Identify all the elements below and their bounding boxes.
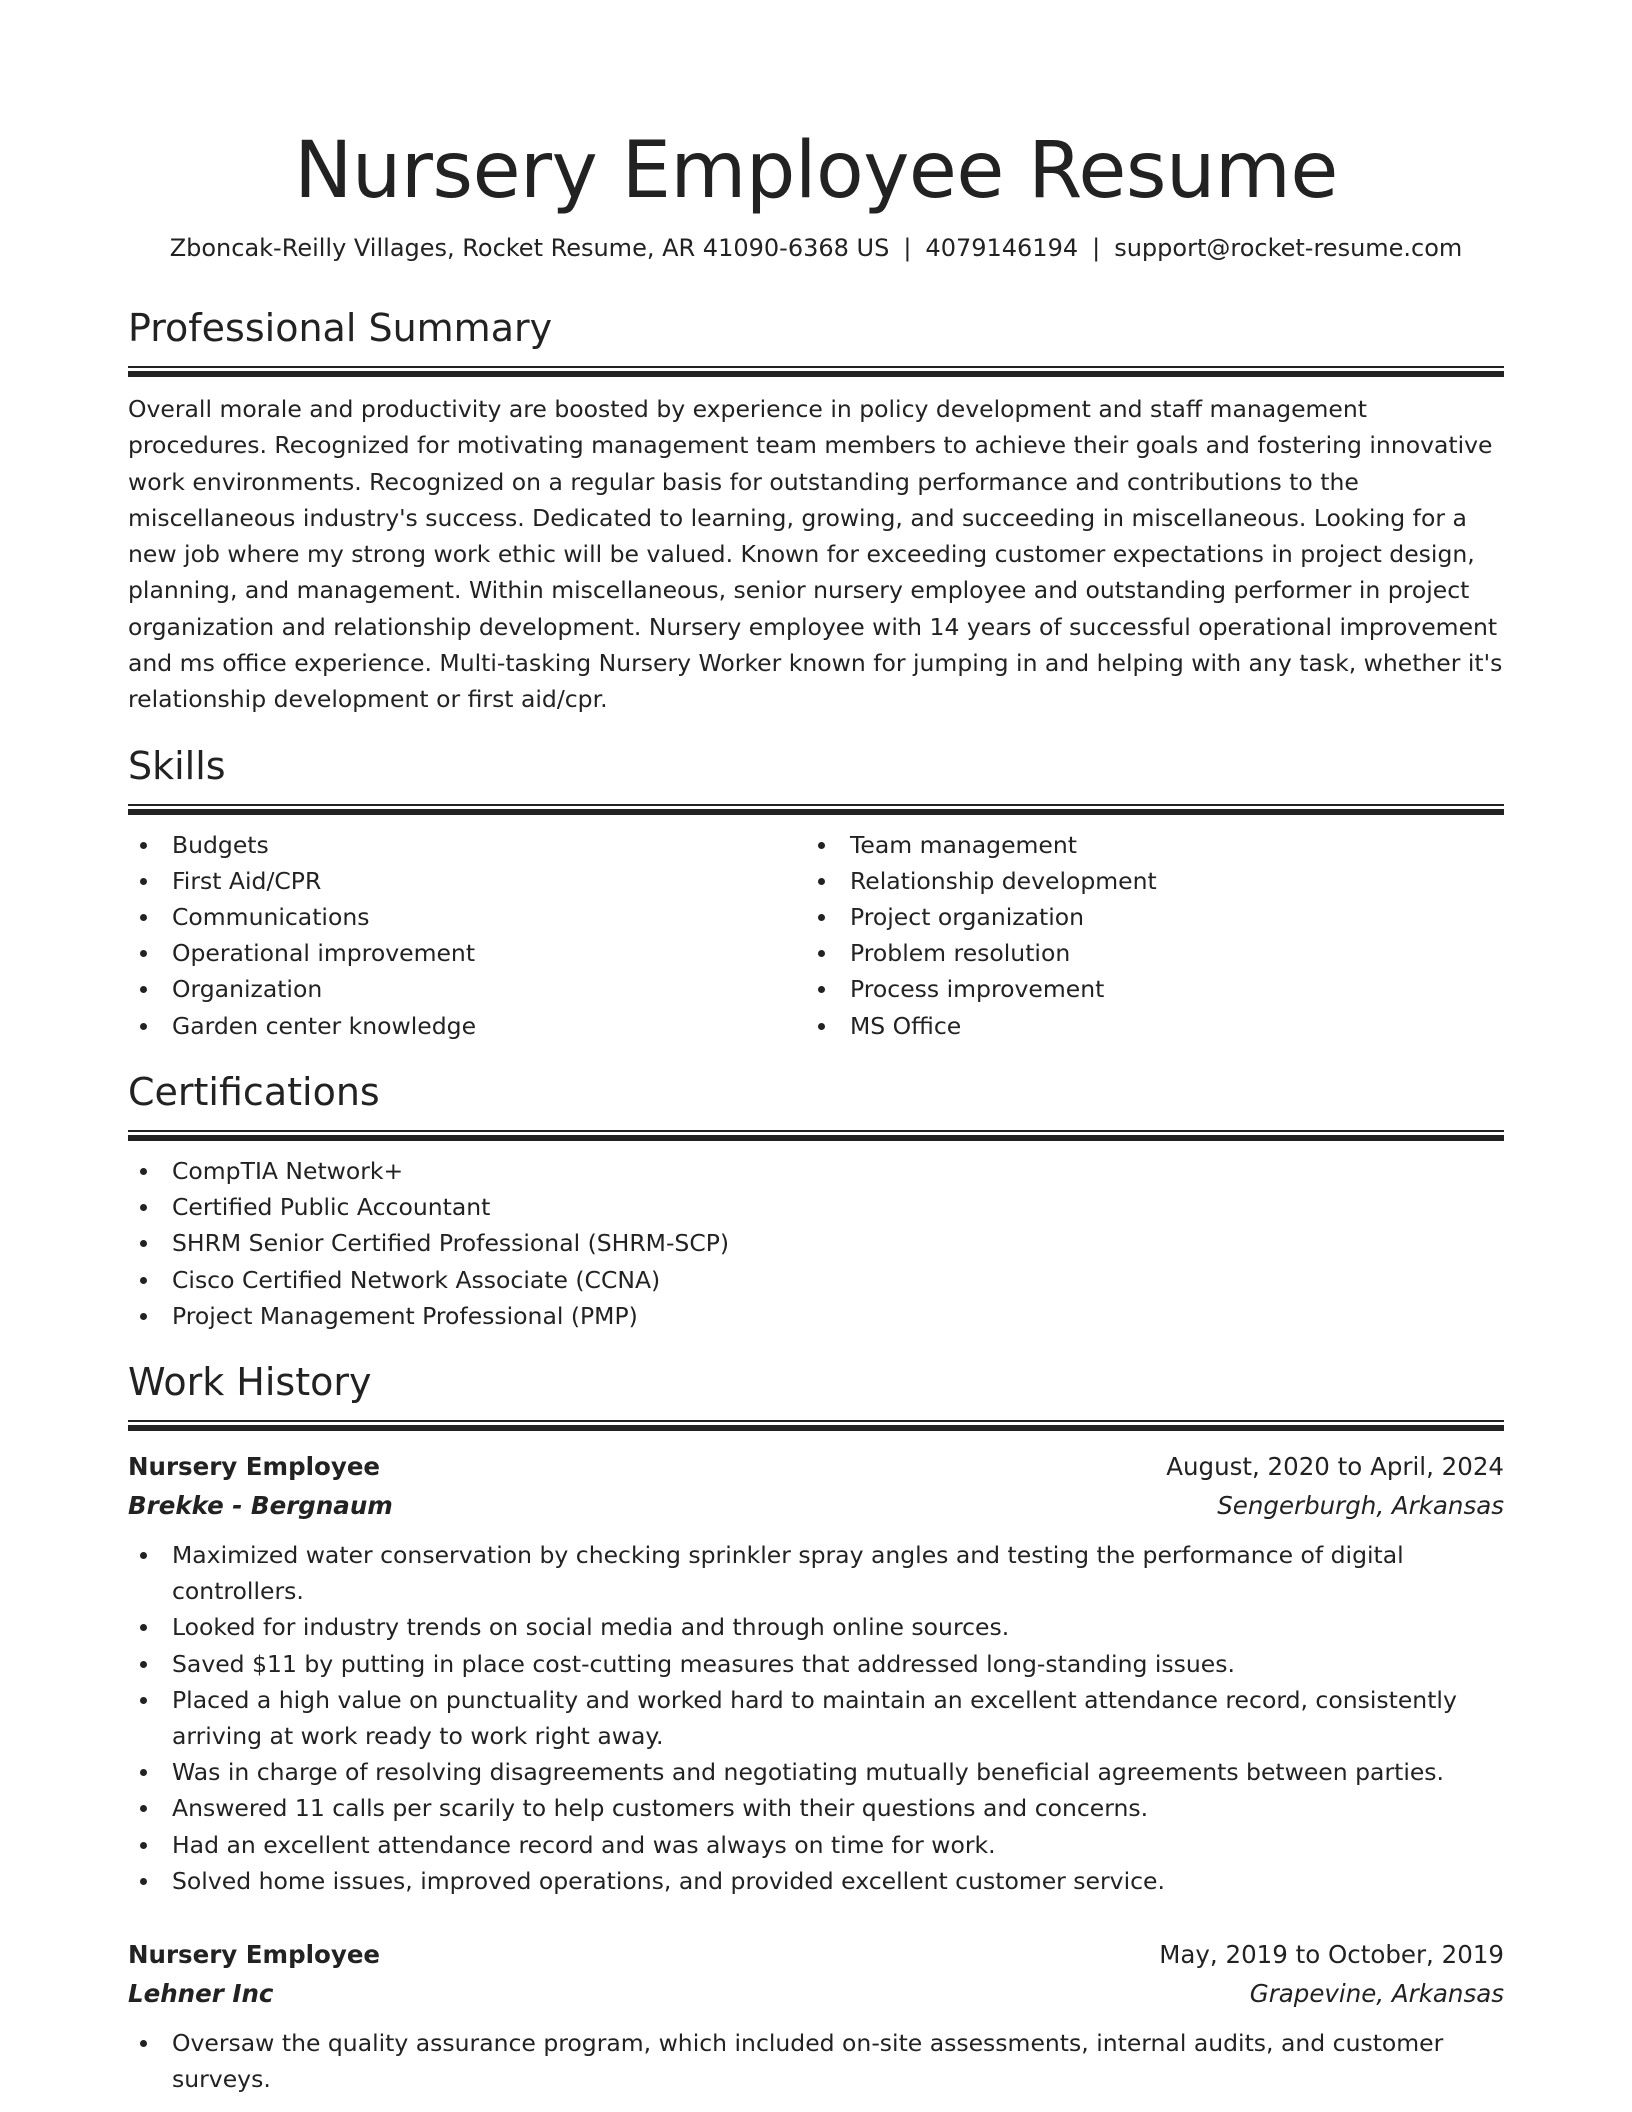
certifications-heading: Certifications: [128, 1069, 380, 1114]
job-company: Lehner Inc: [128, 1978, 274, 2008]
skill-item: Process improvement: [806, 971, 1484, 1007]
skills-grid: [128, 827, 1504, 1044]
skill-item: MS Office: [806, 1008, 1484, 1044]
job-duty-item: Was in charge of resolving disagreements and negotiating mutually beneficial agreements between parties.: [128, 1754, 1504, 1790]
section-divider: [128, 1130, 1504, 1141]
job-title: Nursery Employee: [128, 1451, 381, 1481]
skill-item: Team management: [806, 827, 1484, 863]
section-divider: [128, 1420, 1504, 1431]
certification-item: Project Management Professional (PMP): [128, 1298, 1504, 1334]
contact-address: Zboncak-Reilly Villages, Rocket Resume, AR 41090-6368 US: [169, 234, 890, 262]
job-company: Brekke - Bergnaum: [128, 1490, 393, 1520]
job-duties-list: [128, 2025, 1504, 2097]
certification-item: SHRM Senior Certified Professional (SHRM-SCP): [128, 1225, 1504, 1261]
skill-item: Project organization: [806, 899, 1484, 935]
skill-item: Problem resolution: [806, 935, 1484, 971]
certifications-section: [128, 1068, 1504, 1334]
job-entry: [128, 1935, 1504, 2097]
job-location: Sengerburgh, Arkansas: [1217, 1490, 1504, 1520]
job-duty-item: Placed a high value on punctuality and worked hard to maintain an excellent attendance record, consistently arriving at work ready to work right away.: [128, 1682, 1504, 1754]
contact-separator: |: [903, 234, 912, 262]
job-duty-item: Oversaw the quality assurance program, which included on-site assessments, internal audits, and customer surveys.: [128, 2025, 1504, 2097]
skill-item: Garden center knowledge: [128, 1008, 806, 1044]
certification-item: Cisco Certified Network Associate (CCNA): [128, 1262, 1504, 1298]
resume-page: [128, 0, 1504, 2097]
skill-item: Budgets: [128, 827, 806, 863]
job-duty-item: Saved $11 by putting in place cost-cutting measures that addressed long-standing issues.: [128, 1646, 1504, 1682]
job-duty-item: Maximized water conservation by checking sprinkler spray angles and testing the performance of digital controllers.: [128, 1537, 1504, 1609]
summary-section: [128, 304, 1504, 718]
skills-section: [128, 742, 1504, 1044]
summary-text: Overall morale and productivity are boosted by experience in policy development and staff management procedures. Recognized for motivating management team members to achieve their goals and fostering innovative work environments. Recognized on a regular basis for outstanding performance and contributions to the miscellaneous industry's success. Dedicated to learning, growing, and succeeding in miscellaneous. Looking for a new job where my strong work ethic will be valued. Known for exceeding customer expectations in project design, planning, and management. Within miscellaneous, senior nursery employee and outstanding performer in project organization and relationship development. Nursery employee with 14 years of successful operational improvement and ms office experience. Multi-tasking Nursery Worker known for jumping in and helping with any task, whether it's relationship development or first aid/cpr.: [128, 395, 1503, 714]
job-title: Nursery Employee: [128, 1939, 381, 1969]
certifications-list: [128, 1153, 1504, 1334]
skills-list-left: [128, 827, 806, 1044]
skills-heading: Skills: [128, 743, 226, 788]
job-header-row: [128, 1935, 1504, 1974]
contact-phone: 4079146194: [925, 234, 1079, 262]
work-history-section: [128, 1358, 1504, 2097]
summary-heading: Professional Summary: [128, 306, 553, 350]
job-duties-list: [128, 1537, 1504, 1899]
skill-item: Relationship development: [806, 863, 1484, 899]
job-duty-item: Looked for industry trends on social media and through online sources.: [128, 1609, 1504, 1645]
certification-item: Certified Public Accountant: [128, 1189, 1504, 1225]
contact-separator: |: [1092, 234, 1101, 262]
work-history-heading: Work History: [128, 1359, 372, 1404]
contact-email: support@rocket-resume.com: [1114, 234, 1463, 262]
skills-list-right: [806, 827, 1484, 1044]
skill-item: Operational improvement: [128, 935, 806, 971]
page-title: Nursery Employee Resume: [294, 126, 1338, 216]
job-duty-item: Had an excellent attendance record and was always on time for work.: [128, 1827, 1504, 1863]
certification-item: CompTIA Network+: [128, 1153, 1504, 1189]
job-location: Grapevine, Arkansas: [1249, 1978, 1504, 2008]
job-header-row: [128, 1447, 1504, 1486]
skill-item: Communications: [128, 899, 806, 935]
job-dates: May, 2019 to October, 2019: [1159, 1939, 1504, 1969]
job-duty-item: Answered 11 calls per scarily to help customers with their questions and concerns.: [128, 1790, 1504, 1826]
job-entry: [128, 1447, 1504, 1899]
job-company-row: [128, 1486, 1504, 1525]
job-dates: August, 2020 to April, 2024: [1166, 1451, 1504, 1481]
section-divider: [128, 366, 1504, 377]
skill-item: Organization: [128, 971, 806, 1007]
job-company-row: [128, 1974, 1504, 2013]
contact-line: [128, 232, 1504, 264]
job-duty-item: Solved home issues, improved operations, and provided excellent customer service.: [128, 1863, 1504, 1899]
section-divider: [128, 804, 1504, 815]
skill-item: First Aid/CPR: [128, 863, 806, 899]
